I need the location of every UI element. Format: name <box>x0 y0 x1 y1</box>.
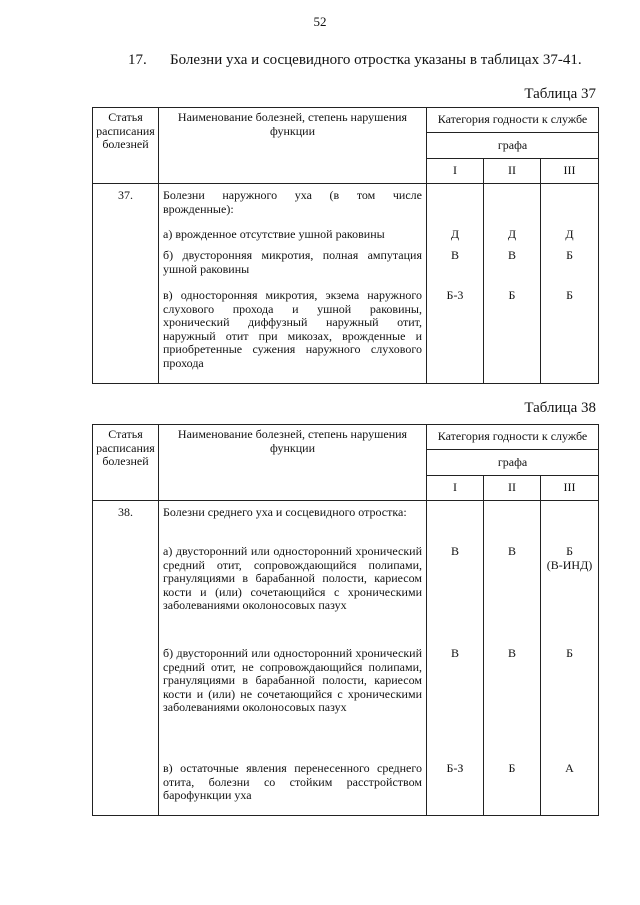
disease-list <box>159 501 427 816</box>
disease-item-a: а) врожденное отсутствие ушной раковины <box>163 227 385 241</box>
header-column-group: графа <box>427 133 599 159</box>
page-number: 52 <box>313 14 327 29</box>
table-37-caption: Таблица 37 <box>524 86 596 102</box>
category-value: В <box>507 544 516 558</box>
disease-item-v: в) односторонняя микротия, экзема наружного слухового прохода и ушной раковины, хронический диффузный наружный отит, наружный отит при микозах, врожденные и приобретенные сужения наружного слухового прохода <box>163 288 422 370</box>
header-col-2: II <box>484 476 541 501</box>
disease-item-v: в) остаточные явления перенесенного среднего отита, болезни со стойким расстройством барофункции уха <box>163 761 422 802</box>
category-value: В <box>450 544 459 558</box>
category-value: Д <box>450 227 460 241</box>
disease-item-a: а) двусторонний или односторонний хронический средний отит, сопровождающийся полипами, грануляциями в барабанной полости, кариесом кости и (или) сочетающийся с хроническими заболеваниями околоносовых пазух <box>163 544 422 612</box>
header-column-group: графа <box>427 450 599 476</box>
category-value: Б <box>508 288 516 302</box>
section-heading <box>128 52 582 69</box>
category-value: Д <box>507 227 517 241</box>
category-value: Б <box>508 761 516 775</box>
header-col-3: III <box>541 159 599 184</box>
category-value-note: (В-ИНД) <box>546 557 593 572</box>
category-col-3 <box>541 184 599 384</box>
header-article: Статья расписания болезней <box>93 108 159 184</box>
category-value: А <box>565 761 574 775</box>
category-col-3 <box>541 501 599 816</box>
disease-group-title: Болезни среднего уха и сосцевидного отростка: <box>163 505 407 519</box>
header-col-1: I <box>427 476 484 501</box>
table-38 <box>92 424 599 816</box>
category-col-1 <box>427 184 484 384</box>
header-name: Наименование болезней, степень нарушения функции <box>159 425 427 501</box>
table-38-caption: Таблица 38 <box>524 400 596 416</box>
category-value: Б-3 <box>446 288 464 302</box>
disease-item-b: б) двусторонний или односторонний хронический средний отит, не сопровождающийся полипами, грануляциями в барабанной полости, кариесом кости и (или) не сочетающийся с хроническими заболеваниями околоносовых пазух <box>163 646 422 714</box>
header-col-1: I <box>427 159 484 184</box>
disease-group-title: Болезни наружного уха (в том числе врожденные): <box>163 188 422 216</box>
category-value: Д <box>565 227 574 241</box>
article-number: 37. <box>93 184 159 384</box>
header-article: Статья расписания болезней <box>93 425 159 501</box>
category-col-2 <box>484 501 541 816</box>
header-col-2: II <box>484 159 541 184</box>
header-col-3: III <box>541 476 599 501</box>
category-value: В <box>507 646 516 660</box>
category-value-group <box>541 545 598 647</box>
category-value: Б <box>566 646 573 660</box>
header-category: Категория годности к службе <box>427 425 599 450</box>
category-col-2 <box>484 184 541 384</box>
header-name: Наименование болезней, степень нарушения функции <box>159 108 427 184</box>
table-37 <box>92 107 599 384</box>
category-value: В <box>507 248 516 262</box>
disease-item-b: б) двусторонняя микротия, полная ампутация ушной раковины <box>163 248 422 276</box>
category-value: Б <box>566 544 573 558</box>
category-col-1 <box>427 501 484 816</box>
section-text: Болезни уха и сосцевидного отростка указаны в таблицах 37-41. <box>170 52 582 68</box>
disease-list <box>159 184 427 384</box>
article-number: 38. <box>93 501 159 816</box>
category-value: Б-З <box>446 761 464 775</box>
category-value: В <box>450 646 459 660</box>
category-value: Б <box>566 288 573 302</box>
category-value: Б <box>566 248 573 262</box>
category-value: В <box>450 248 459 262</box>
section-number: 17. <box>128 52 147 68</box>
header-category: Категория годности к службе <box>427 108 599 133</box>
